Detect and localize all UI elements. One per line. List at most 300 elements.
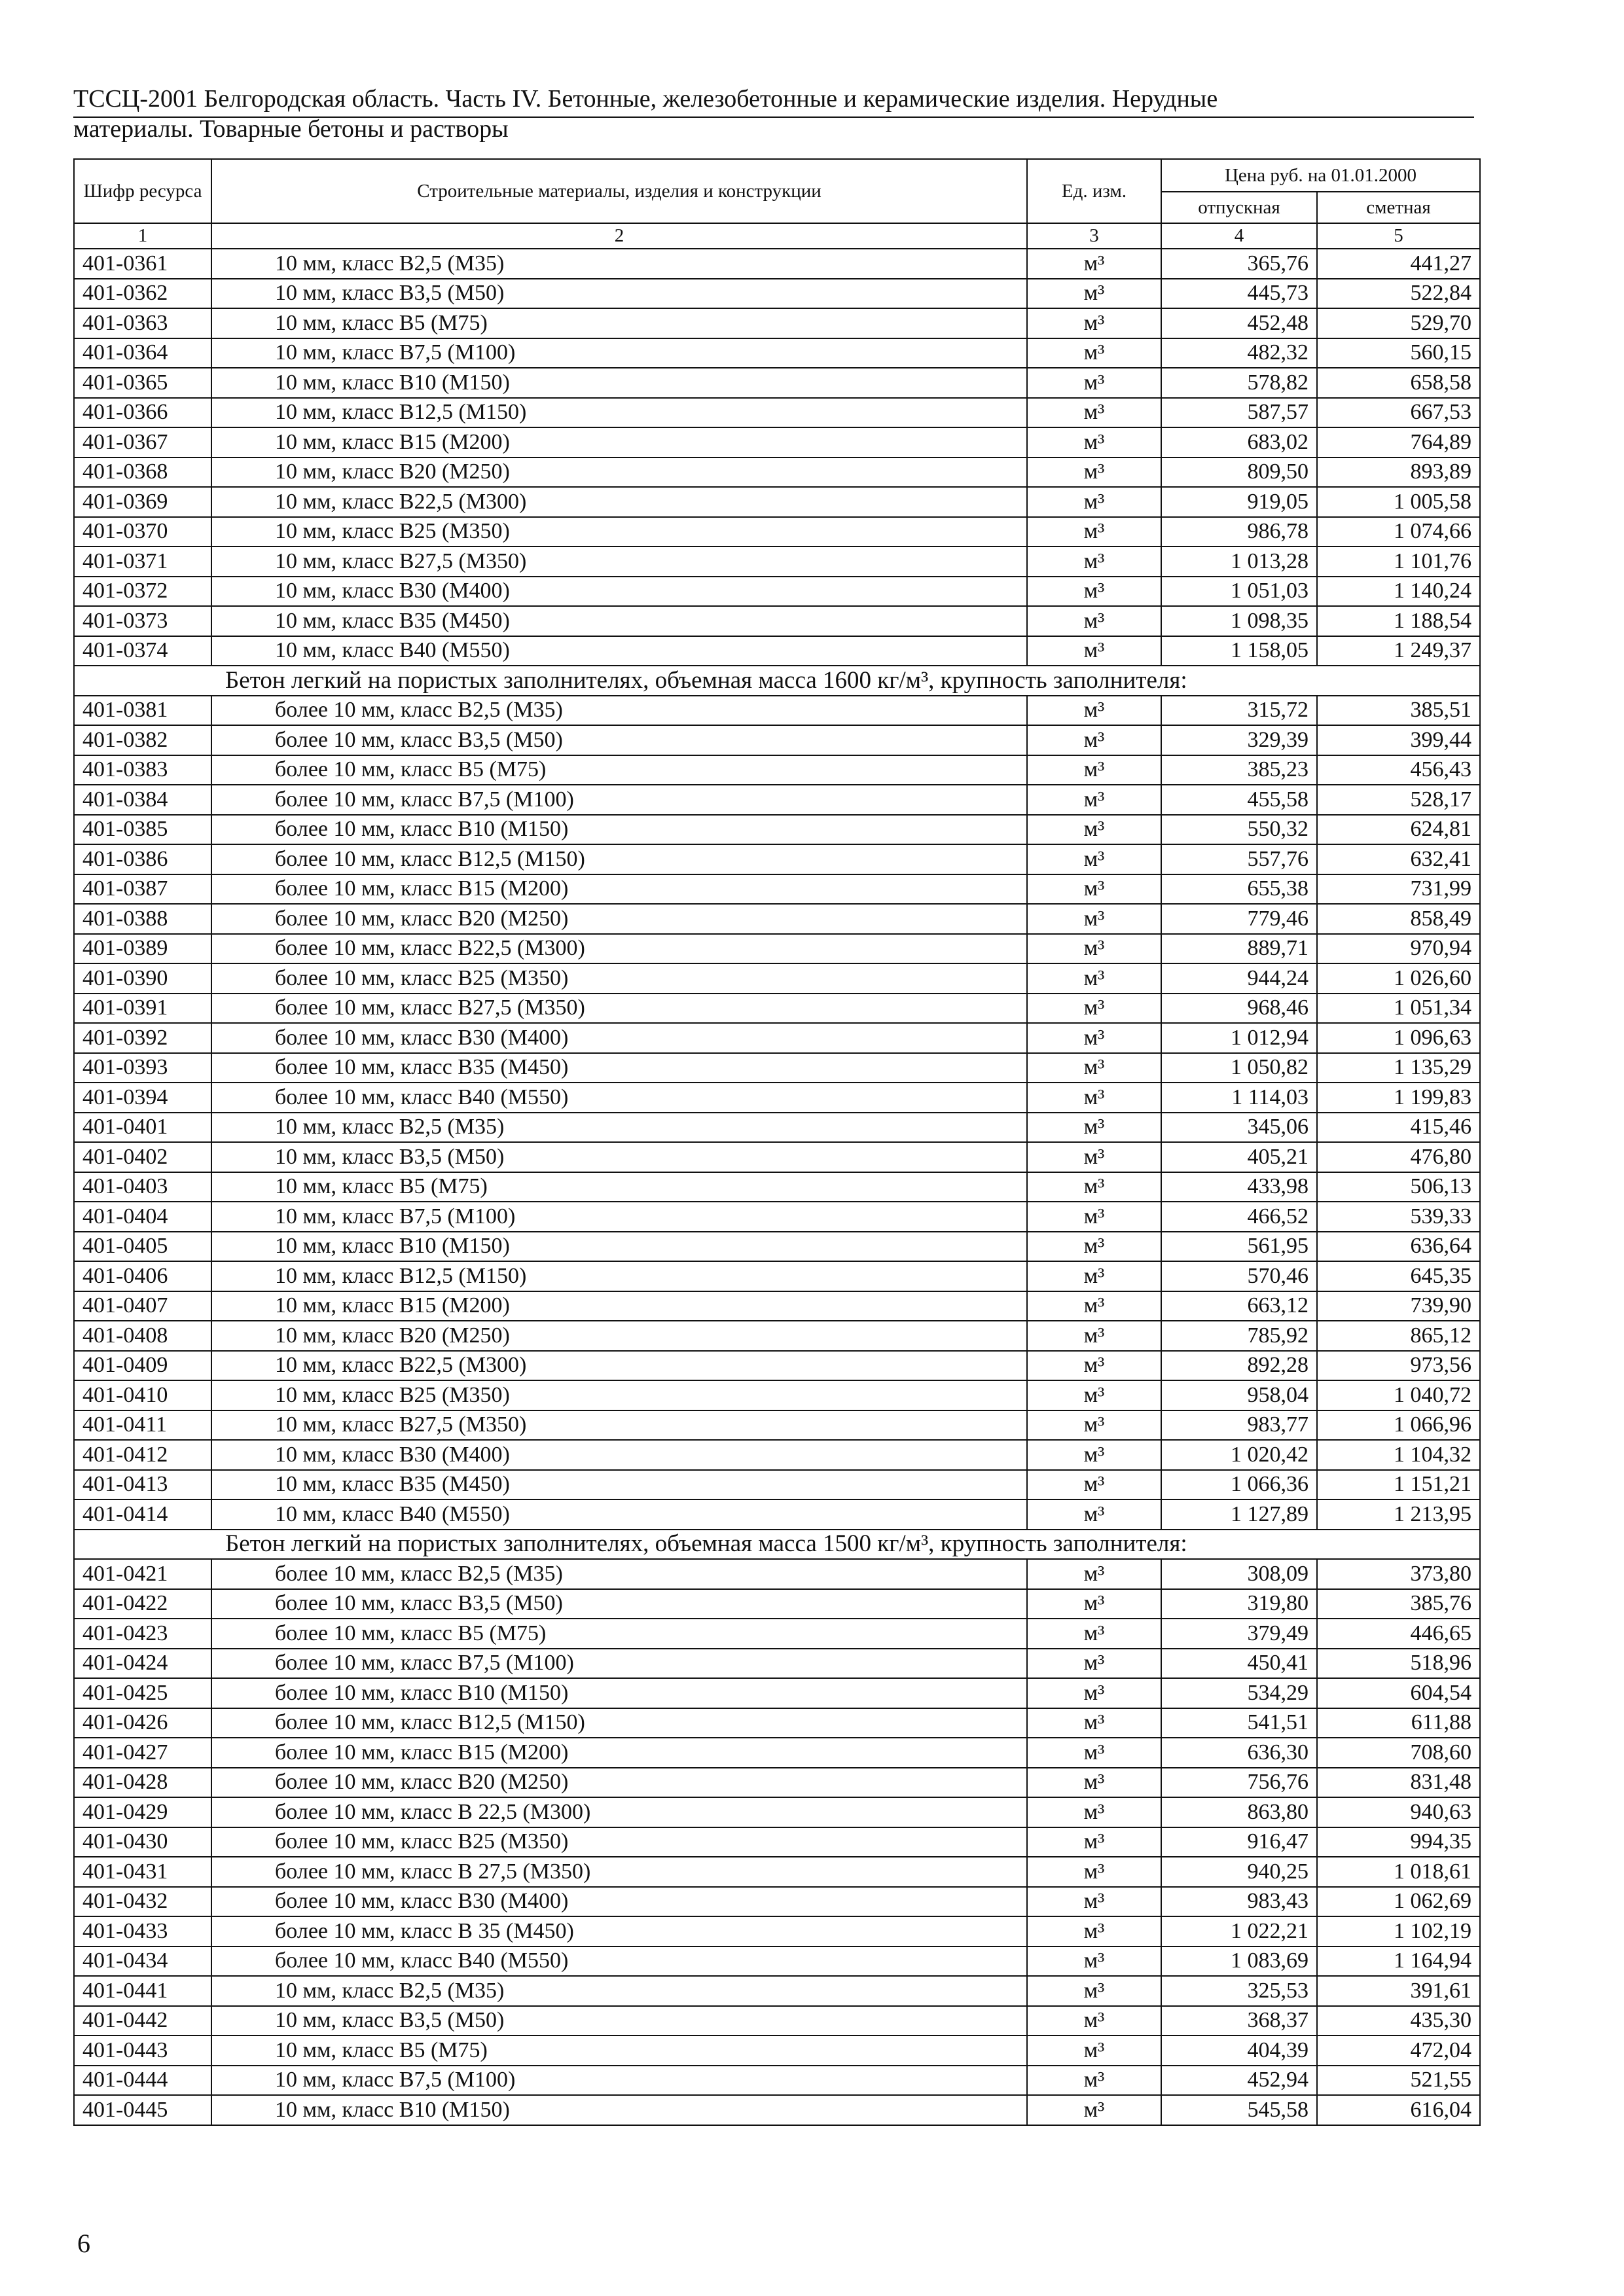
table-row	[74, 1649, 1480, 1679]
material-name-cell: 10 мм, класс В3,5 (М50)	[211, 2006, 1027, 2036]
estimate-price-cell: 399,44	[1317, 725, 1480, 755]
release-price-cell: 405,21	[1161, 1142, 1317, 1172]
resource-code-cell: 401-0390	[74, 963, 211, 994]
resource-code-cell: 401-0413	[74, 1470, 211, 1500]
material-name-cell: 10 мм, класс В30 (М400)	[211, 577, 1027, 607]
material-name-cell: 10 мм, класс В10 (М150)	[211, 1232, 1027, 1262]
material-name-cell: 10 мм, класс В22,5 (М300)	[211, 487, 1027, 517]
table-row	[74, 1976, 1480, 2006]
material-name-cell: более 10 мм, класс В22,5 (М300)	[211, 934, 1027, 964]
material-name-cell: 10 мм, класс В27,5 (М350)	[211, 547, 1027, 577]
unit-cell: м³	[1027, 2006, 1161, 2036]
unit-cell: м³	[1027, 696, 1161, 726]
material-name-cell: 10 мм, класс В25 (М350)	[211, 1380, 1027, 1410]
estimate-price-cell: 865,12	[1317, 1321, 1480, 1351]
release-price-cell: 482,32	[1161, 338, 1317, 368]
release-price-cell: 557,76	[1161, 844, 1317, 874]
table-row	[74, 1738, 1480, 1768]
table-row	[74, 249, 1480, 279]
release-price-cell: 319,80	[1161, 1589, 1317, 1619]
material-name-cell: 10 мм, класс В35 (М450)	[211, 606, 1027, 636]
unit-cell: м³	[1027, 1023, 1161, 1053]
table-row	[74, 963, 1480, 994]
estimate-price-cell: 1 018,61	[1317, 1857, 1480, 1887]
estimate-price-cell: 522,84	[1317, 279, 1480, 309]
unit-cell: м³	[1027, 963, 1161, 994]
resource-code-cell: 401-0412	[74, 1440, 211, 1470]
section-header-row	[74, 1530, 1480, 1560]
estimate-price-cell: 435,30	[1317, 2006, 1480, 2036]
material-name-cell: более 10 мм, класс В10 (М150)	[211, 1678, 1027, 1708]
table-row	[74, 1351, 1480, 1381]
unit-cell: м³	[1027, 755, 1161, 785]
unit-cell: м³	[1027, 1113, 1161, 1143]
unit-cell: м³	[1027, 1499, 1161, 1530]
estimate-price-cell: 385,51	[1317, 696, 1480, 726]
release-price-cell: 1 050,82	[1161, 1053, 1317, 1083]
table-row	[74, 1559, 1480, 1589]
unit-cell: м³	[1027, 1142, 1161, 1172]
header-name: Строительные материалы, изделия и конструкции	[211, 159, 1027, 223]
table-row	[74, 1053, 1480, 1083]
table-row	[74, 338, 1480, 368]
table-row	[74, 547, 1480, 577]
header-unit: Ед. изм.	[1027, 159, 1161, 223]
unit-cell: м³	[1027, 1797, 1161, 1827]
table-row	[74, 874, 1480, 905]
estimate-price-cell: 658,58	[1317, 368, 1480, 398]
table-row	[74, 785, 1480, 815]
resource-code-cell: 401-0425	[74, 1678, 211, 1708]
unit-cell: м³	[1027, 1410, 1161, 1441]
release-price-cell: 570,46	[1161, 1261, 1317, 1291]
material-name-cell: более 10 мм, класс В2,5 (М35)	[211, 1559, 1027, 1589]
unit-cell: м³	[1027, 1887, 1161, 1917]
unit-cell: м³	[1027, 1768, 1161, 1798]
material-name-cell: более 10 мм, класс В2,5 (М35)	[211, 696, 1027, 726]
release-price-cell: 1 051,03	[1161, 577, 1317, 607]
section-header-row	[74, 666, 1480, 696]
estimate-price-cell: 1 199,83	[1317, 1083, 1480, 1113]
resource-code-cell: 401-0441	[74, 1976, 211, 2006]
estimate-price-cell: 611,88	[1317, 1708, 1480, 1738]
release-price-cell: 889,71	[1161, 934, 1317, 964]
release-price-cell: 452,94	[1161, 2066, 1317, 2096]
release-price-cell: 578,82	[1161, 368, 1317, 398]
resource-code-cell: 401-0429	[74, 1797, 211, 1827]
material-name-cell: более 10 мм, класс В25 (М350)	[211, 1827, 1027, 1857]
release-price-cell: 1 012,94	[1161, 1023, 1317, 1053]
estimate-price-cell: 472,04	[1317, 2036, 1480, 2066]
material-name-cell: 10 мм, класс В22,5 (М300)	[211, 1351, 1027, 1381]
release-price-cell: 404,39	[1161, 2036, 1317, 2066]
release-price-cell: 534,29	[1161, 1678, 1317, 1708]
unit-cell: м³	[1027, 398, 1161, 428]
estimate-price-cell: 831,48	[1317, 1768, 1480, 1798]
release-price-cell: 916,47	[1161, 1827, 1317, 1857]
unit-cell: м³	[1027, 1053, 1161, 1083]
release-price-cell: 683,02	[1161, 427, 1317, 457]
release-price-cell: 892,28	[1161, 1351, 1317, 1381]
unit-cell: м³	[1027, 1649, 1161, 1679]
table-row	[74, 1916, 1480, 1946]
material-name-cell: 10 мм, класс В30 (М400)	[211, 1440, 1027, 1470]
unit-cell: м³	[1027, 1708, 1161, 1738]
column-number-row	[74, 223, 1480, 249]
resource-code-cell: 401-0402	[74, 1142, 211, 1172]
column-number-4: 4	[1161, 223, 1317, 249]
estimate-price-cell: 1 066,96	[1317, 1410, 1480, 1441]
material-name-cell: 10 мм, класс В7,5 (М100)	[211, 338, 1027, 368]
estimate-price-cell: 560,15	[1317, 338, 1480, 368]
resource-code-cell: 401-0391	[74, 994, 211, 1024]
table-row	[74, 398, 1480, 428]
title-line-1: ТССЦ-2001 Белгородская область. Часть IV. Бетонные, железобетонные и керамические изделия. Нерудные	[73, 85, 1218, 113]
column-number-2: 2	[211, 223, 1027, 249]
material-name-cell: более 10 мм, класс В30 (М400)	[211, 1887, 1027, 1917]
resource-code-cell: 401-0411	[74, 1410, 211, 1441]
table-row	[74, 1142, 1480, 1172]
unit-cell: м³	[1027, 1380, 1161, 1410]
table-row	[74, 2095, 1480, 2125]
resource-code-cell: 401-0432	[74, 1887, 211, 1917]
estimate-price-cell: 667,53	[1317, 398, 1480, 428]
release-price-cell: 919,05	[1161, 487, 1317, 517]
estimate-price-cell: 1 040,72	[1317, 1380, 1480, 1410]
unit-cell: м³	[1027, 457, 1161, 488]
release-price-cell: 545,58	[1161, 2095, 1317, 2125]
unit-cell: м³	[1027, 2036, 1161, 2066]
table-row	[74, 844, 1480, 874]
table-row	[74, 2036, 1480, 2066]
estimate-price-cell: 385,76	[1317, 1589, 1480, 1619]
unit-cell: м³	[1027, 249, 1161, 279]
estimate-price-cell: 1 151,21	[1317, 1470, 1480, 1500]
table-row	[74, 1172, 1480, 1202]
unit-cell: м³	[1027, 1827, 1161, 1857]
unit-cell: м³	[1027, 1916, 1161, 1946]
resource-code-cell: 401-0394	[74, 1083, 211, 1113]
table-row	[74, 725, 1480, 755]
material-name-cell: более 10 мм, класс В3,5 (М50)	[211, 725, 1027, 755]
estimate-price-cell: 1 249,37	[1317, 636, 1480, 666]
release-price-cell: 663,12	[1161, 1291, 1317, 1321]
unit-cell: м³	[1027, 1440, 1161, 1470]
estimate-price-cell: 708,60	[1317, 1738, 1480, 1768]
estimate-price-cell: 940,63	[1317, 1797, 1480, 1827]
unit-cell: м³	[1027, 844, 1161, 874]
resource-code-cell: 401-0361	[74, 249, 211, 279]
material-name-cell: более 10 мм, класс В5 (М75)	[211, 1619, 1027, 1649]
release-price-cell: 636,30	[1161, 1738, 1317, 1768]
resource-code-cell: 401-0442	[74, 2006, 211, 2036]
unit-cell: м³	[1027, 1232, 1161, 1262]
estimate-price-cell: 731,99	[1317, 874, 1480, 905]
table-row	[74, 1708, 1480, 1738]
estimate-price-cell: 1 135,29	[1317, 1053, 1480, 1083]
resource-code-cell: 401-0404	[74, 1202, 211, 1232]
estimate-price-cell: 739,90	[1317, 1291, 1480, 1321]
release-price-cell: 779,46	[1161, 904, 1317, 934]
release-price-cell: 325,53	[1161, 1976, 1317, 2006]
resource-code-cell: 401-0363	[74, 308, 211, 338]
resource-code-cell: 401-0383	[74, 755, 211, 785]
estimate-price-cell: 528,17	[1317, 785, 1480, 815]
resource-code-cell: 401-0368	[74, 457, 211, 488]
estimate-price-cell: 973,56	[1317, 1351, 1480, 1381]
unit-cell: м³	[1027, 636, 1161, 666]
table-row	[74, 1023, 1480, 1053]
estimate-price-cell: 506,13	[1317, 1172, 1480, 1202]
material-name-cell: 10 мм, класс В7,5 (М100)	[211, 1202, 1027, 1232]
release-price-cell: 1 020,42	[1161, 1440, 1317, 1470]
table-row	[74, 1321, 1480, 1351]
estimate-price-cell: 970,94	[1317, 934, 1480, 964]
material-name-cell: более 10 мм, класс В20 (М250)	[211, 1768, 1027, 1798]
material-name-cell: 10 мм, класс В40 (М550)	[211, 1499, 1027, 1530]
estimate-price-cell: 373,80	[1317, 1559, 1480, 1589]
material-name-cell: 10 мм, класс В20 (М250)	[211, 457, 1027, 488]
table-row	[74, 1619, 1480, 1649]
table-row	[74, 368, 1480, 398]
release-price-cell: 1 013,28	[1161, 547, 1317, 577]
material-name-cell: 10 мм, класс В2,5 (М35)	[211, 1113, 1027, 1143]
unit-cell: м³	[1027, 1619, 1161, 1649]
estimate-price-cell: 1 104,32	[1317, 1440, 1480, 1470]
resource-code-cell: 401-0443	[74, 2036, 211, 2066]
price-table	[73, 158, 1481, 2126]
release-price-cell: 345,06	[1161, 1113, 1317, 1143]
resource-code-cell: 401-0364	[74, 338, 211, 368]
release-price-cell: 983,43	[1161, 1887, 1317, 1917]
table-row	[74, 1768, 1480, 1798]
material-name-cell: 10 мм, класс В40 (М550)	[211, 636, 1027, 666]
estimate-price-cell: 604,54	[1317, 1678, 1480, 1708]
material-name-cell: 10 мм, класс В5 (М75)	[211, 308, 1027, 338]
unit-cell: м³	[1027, 904, 1161, 934]
release-price-cell: 550,32	[1161, 815, 1317, 845]
material-name-cell: более 10 мм, класс В 27,5 (М350)	[211, 1857, 1027, 1887]
unit-cell: м³	[1027, 1857, 1161, 1887]
unit-cell: м³	[1027, 1202, 1161, 1232]
table-row	[74, 1499, 1480, 1530]
material-name-cell: 10 мм, класс В10 (М150)	[211, 368, 1027, 398]
material-name-cell: 10 мм, класс В5 (М75)	[211, 1172, 1027, 1202]
header-price: Цена руб. на 01.01.2000	[1161, 159, 1480, 192]
unit-cell: м³	[1027, 368, 1161, 398]
unit-cell: м³	[1027, 785, 1161, 815]
unit-cell: м³	[1027, 1261, 1161, 1291]
table-row	[74, 606, 1480, 636]
material-name-cell: 10 мм, класс В7,5 (М100)	[211, 2066, 1027, 2096]
unit-cell: м³	[1027, 1470, 1161, 1500]
table-body	[74, 249, 1480, 2125]
table-row	[74, 1261, 1480, 1291]
release-price-cell: 379,49	[1161, 1619, 1317, 1649]
material-name-cell: 10 мм, класс В35 (М450)	[211, 1470, 1027, 1500]
unit-cell: м³	[1027, 1172, 1161, 1202]
release-price-cell: 315,72	[1161, 696, 1317, 726]
resource-code-cell: 401-0382	[74, 725, 211, 755]
resource-code-cell: 401-0430	[74, 1827, 211, 1857]
table-row	[74, 1678, 1480, 1708]
unit-cell: м³	[1027, 547, 1161, 577]
document-title	[73, 84, 1474, 144]
release-price-cell: 450,41	[1161, 1649, 1317, 1679]
resource-code-cell: 401-0424	[74, 1649, 211, 1679]
material-name-cell: более 10 мм, класс В7,5 (М100)	[211, 1649, 1027, 1679]
resource-code-cell: 401-0374	[74, 636, 211, 666]
resource-code-cell: 401-0410	[74, 1380, 211, 1410]
resource-code-cell: 401-0414	[74, 1499, 211, 1530]
unit-cell: м³	[1027, 427, 1161, 457]
material-name-cell: 10 мм, класс В12,5 (М150)	[211, 398, 1027, 428]
table-row	[74, 1202, 1480, 1232]
table-row	[74, 636, 1480, 666]
table-row	[74, 1470, 1480, 1500]
estimate-price-cell: 632,41	[1317, 844, 1480, 874]
material-name-cell: более 10 мм, класс В15 (М200)	[211, 874, 1027, 905]
table-row	[74, 1410, 1480, 1441]
unit-cell: м³	[1027, 874, 1161, 905]
resource-code-cell: 401-0386	[74, 844, 211, 874]
section-title: Бетон легкий на пористых заполнителях, объемная масса 1500 кг/м³, крупность заполнителя:	[74, 1530, 1480, 1560]
table-row	[74, 1291, 1480, 1321]
title-line-2: материалы. Товарные бетоны и растворы	[73, 115, 509, 143]
header-price-release: отпускная	[1161, 192, 1317, 223]
material-name-cell: более 10 мм, класс В 35 (М450)	[211, 1916, 1027, 1946]
table-row	[74, 1827, 1480, 1857]
unit-cell: м³	[1027, 1291, 1161, 1321]
estimate-price-cell: 1 140,24	[1317, 577, 1480, 607]
estimate-price-cell: 858,49	[1317, 904, 1480, 934]
estimate-price-cell: 1 164,94	[1317, 1946, 1480, 1977]
estimate-price-cell: 529,70	[1317, 308, 1480, 338]
release-price-cell: 1 114,03	[1161, 1083, 1317, 1113]
estimate-price-cell: 441,27	[1317, 249, 1480, 279]
table-row	[74, 1946, 1480, 1977]
estimate-price-cell: 518,96	[1317, 1649, 1480, 1679]
table-row	[74, 2066, 1480, 2096]
material-name-cell: 10 мм, класс В27,5 (М350)	[211, 1410, 1027, 1441]
unit-cell: м³	[1027, 1351, 1161, 1381]
estimate-price-cell: 415,46	[1317, 1113, 1480, 1143]
page-number: 6	[77, 2229, 90, 2258]
unit-cell: м³	[1027, 577, 1161, 607]
resource-code-cell: 401-0381	[74, 696, 211, 726]
resource-code-cell: 401-0392	[74, 1023, 211, 1053]
release-price-cell: 940,25	[1161, 1857, 1317, 1887]
estimate-price-cell: 1 096,63	[1317, 1023, 1480, 1053]
resource-code-cell: 401-0393	[74, 1053, 211, 1083]
material-name-cell: более 10 мм, класс В3,5 (М50)	[211, 1589, 1027, 1619]
estimate-price-cell: 446,65	[1317, 1619, 1480, 1649]
estimate-price-cell: 476,80	[1317, 1142, 1480, 1172]
unit-cell: м³	[1027, 606, 1161, 636]
table-row	[74, 1797, 1480, 1827]
resource-code-cell: 401-0444	[74, 2066, 211, 2096]
release-price-cell: 561,95	[1161, 1232, 1317, 1262]
estimate-price-cell: 994,35	[1317, 1827, 1480, 1857]
estimate-price-cell: 1 102,19	[1317, 1916, 1480, 1946]
release-price-cell: 1 066,36	[1161, 1470, 1317, 1500]
resource-code-cell: 401-0426	[74, 1708, 211, 1738]
estimate-price-cell: 636,64	[1317, 1232, 1480, 1262]
section-title: Бетон легкий на пористых заполнителях, объемная масса 1600 кг/м³, крупность заполнителя:	[74, 666, 1480, 696]
material-name-cell: 10 мм, класс В2,5 (М35)	[211, 1976, 1027, 2006]
table-row	[74, 815, 1480, 845]
release-price-cell: 1 083,69	[1161, 1946, 1317, 1977]
estimate-price-cell: 1 026,60	[1317, 963, 1480, 994]
resource-code-cell: 401-0372	[74, 577, 211, 607]
resource-code-cell: 401-0422	[74, 1589, 211, 1619]
header-price-estimate: сметная	[1317, 192, 1480, 223]
unit-cell: м³	[1027, 1946, 1161, 1977]
estimate-price-cell: 539,33	[1317, 1202, 1480, 1232]
material-name-cell: 10 мм, класс В15 (М200)	[211, 1291, 1027, 1321]
material-name-cell: более 10 мм, класс В40 (М550)	[211, 1083, 1027, 1113]
estimate-price-cell: 1 051,34	[1317, 994, 1480, 1024]
table-row	[74, 1440, 1480, 1470]
unit-cell: м³	[1027, 338, 1161, 368]
table-row	[74, 457, 1480, 488]
estimate-price-cell: 624,81	[1317, 815, 1480, 845]
table-row	[74, 279, 1480, 309]
release-price-cell: 986,78	[1161, 517, 1317, 547]
estimate-price-cell: 893,89	[1317, 457, 1480, 488]
material-name-cell: более 10 мм, класс В12,5 (М150)	[211, 844, 1027, 874]
estimate-price-cell: 391,61	[1317, 1976, 1480, 2006]
release-price-cell: 452,48	[1161, 308, 1317, 338]
resource-code-cell: 401-0373	[74, 606, 211, 636]
resource-code-cell: 401-0362	[74, 279, 211, 309]
release-price-cell: 433,98	[1161, 1172, 1317, 1202]
estimate-price-cell: 456,43	[1317, 755, 1480, 785]
material-name-cell: 10 мм, класс В3,5 (М50)	[211, 1142, 1027, 1172]
material-name-cell: более 10 мм, класс В10 (М150)	[211, 815, 1027, 845]
unit-cell: м³	[1027, 934, 1161, 964]
release-price-cell: 445,73	[1161, 279, 1317, 309]
resource-code-cell: 401-0403	[74, 1172, 211, 1202]
material-name-cell: более 10 мм, класс В35 (М450)	[211, 1053, 1027, 1083]
material-name-cell: более 10 мм, класс В12,5 (М150)	[211, 1708, 1027, 1738]
table-row	[74, 904, 1480, 934]
table-row	[74, 1113, 1480, 1143]
table-row	[74, 1380, 1480, 1410]
material-name-cell: 10 мм, класс В20 (М250)	[211, 1321, 1027, 1351]
release-price-cell: 1 098,35	[1161, 606, 1317, 636]
resource-code-cell: 401-0405	[74, 1232, 211, 1262]
resource-code-cell: 401-0367	[74, 427, 211, 457]
unit-cell: м³	[1027, 725, 1161, 755]
release-price-cell: 329,39	[1161, 725, 1317, 755]
estimate-price-cell: 1 213,95	[1317, 1499, 1480, 1530]
resource-code-cell: 401-0423	[74, 1619, 211, 1649]
release-price-cell: 958,04	[1161, 1380, 1317, 1410]
release-price-cell: 1 158,05	[1161, 636, 1317, 666]
release-price-cell: 968,46	[1161, 994, 1317, 1024]
resource-code-cell: 401-0428	[74, 1768, 211, 1798]
table-row	[74, 934, 1480, 964]
resource-code-cell: 401-0366	[74, 398, 211, 428]
table-row	[74, 1857, 1480, 1887]
unit-cell: м³	[1027, 279, 1161, 309]
release-price-cell: 368,37	[1161, 2006, 1317, 2036]
release-price-cell: 809,50	[1161, 457, 1317, 488]
table-row	[74, 2006, 1480, 2036]
material-name-cell: более 10 мм, класс В30 (М400)	[211, 1023, 1027, 1053]
table-row	[74, 487, 1480, 517]
